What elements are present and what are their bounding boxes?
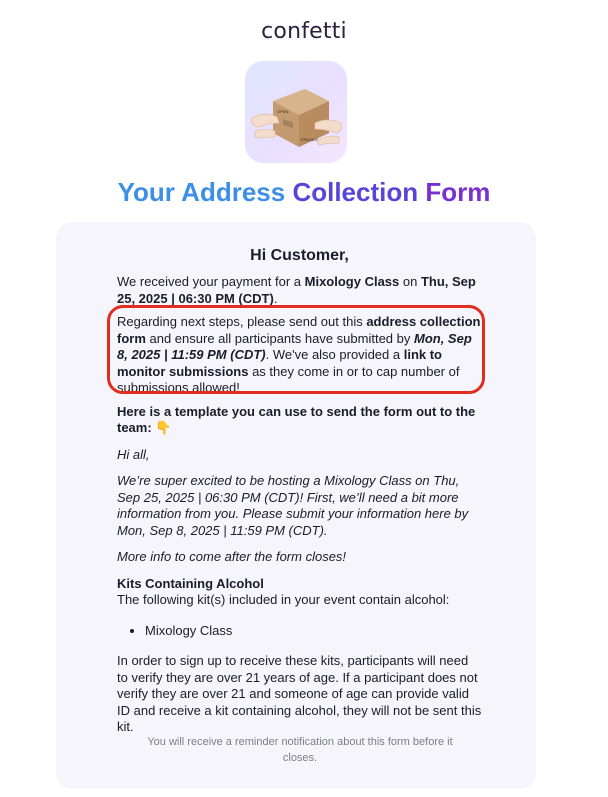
title-part-1: Your Address: [117, 177, 286, 207]
package-hands-illustration: [245, 61, 347, 163]
p1-text-a: We received your payment for a: [117, 274, 305, 289]
monitor-submissions-link[interactable]: link to monitor submissions: [117, 347, 442, 379]
template-greeting: Hi all,: [117, 446, 150, 462]
kits-heading: Kits Containing Alcohol: [117, 575, 264, 591]
p2-text-e: . We've also provided a: [265, 347, 404, 362]
kits-list: [117, 623, 482, 640]
title-part-3: Form: [425, 177, 491, 207]
page-title: [0, 175, 608, 209]
confetti-logo: confetti: [261, 19, 347, 44]
next-steps-paragraph: [117, 314, 482, 397]
greeting: Hi Customer,: [250, 247, 349, 264]
template-closing: More info to come after the form closes!: [117, 549, 347, 564]
payment-paragraph: [117, 274, 482, 307]
deadline-date: Mon, Sep 8, 2025 | 11:59 PM (CDT): [117, 330, 472, 362]
reminder-note: You will receive a reminder notification about this form before it closes.: [147, 736, 453, 764]
title-part-2: Collection: [292, 177, 419, 207]
p2-text-g: as they come in or to cap number of submissions allowed!: [117, 363, 460, 395]
p1-text-c: on: [399, 274, 421, 289]
age-notice: In order to sign up to receive these kits, participants will need to verify they are over 21 years of age. If a participant does not verify they are over 21 and someone of age can provide valid ID and receive a kit containing alcohol, they will not be sent this kit.: [117, 653, 482, 734]
address-form-link[interactable]: address collection form: [117, 314, 481, 346]
email-body: [117, 245, 482, 743]
kit-item: • Mixology Class: [145, 623, 482, 640]
svg-text:OPEN: OPEN: [277, 109, 289, 114]
event-name: Mixology Class: [304, 274, 400, 289]
p2-text-c: and ensure all participants have submitted by: [145, 330, 414, 346]
kits-intro: The following kit(s) included in your event contain alcohol:: [117, 592, 450, 607]
p1-text-e: .: [273, 290, 278, 306]
svg-text:FRAGILE: FRAGILE: [301, 137, 319, 142]
hero-image-package-hands: [245, 61, 347, 163]
template-intro: Here is a template you can use to send the form out to the team: 👇: [117, 403, 476, 435]
template-body: We’re super excited to be hosting a Mixology Class on Thu, Sep 25, 2025 | 06:30 PM (CDT)! First, we’ll need a bit more information from you. Please submit your information here by Mon, Sep 8, 2025 | 11:59 PM (CDT).: [117, 473, 469, 538]
p2-text-a: Regarding next steps, please send out this: [117, 314, 367, 329]
event-date: Thu, Sep 25, 2025 | 06:30 PM (CDT): [117, 274, 476, 306]
